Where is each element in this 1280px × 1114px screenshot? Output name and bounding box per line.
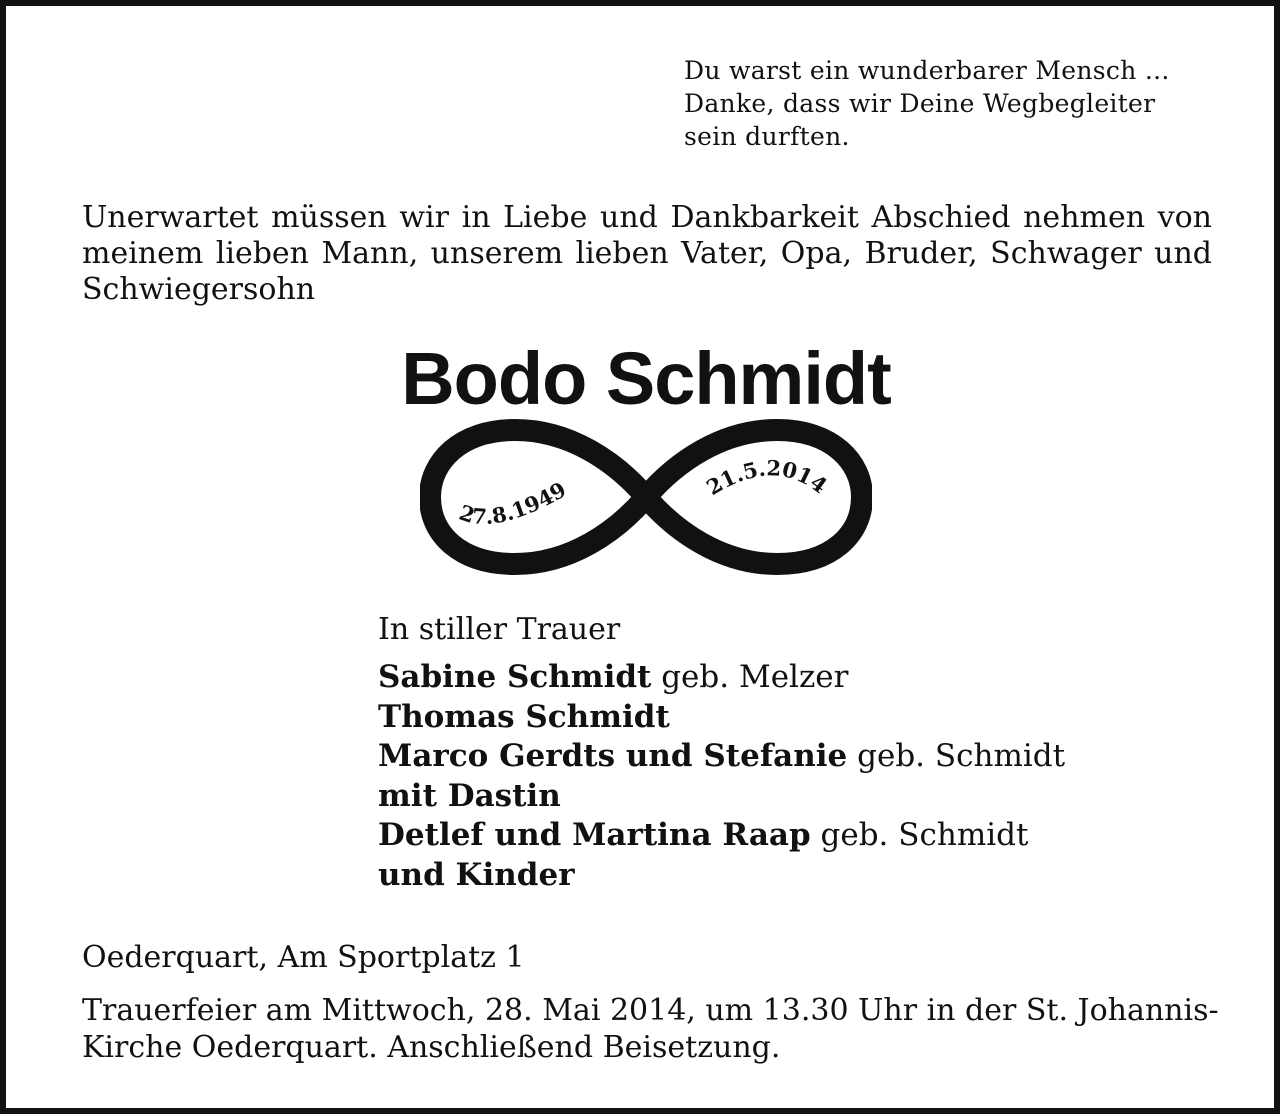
quote-line: Du warst ein wunderbarer Mensch ... bbox=[684, 56, 1170, 85]
funeral-details bbox=[82, 992, 1219, 1066]
mourner-entry bbox=[378, 658, 1178, 698]
mourner-entry bbox=[378, 737, 1178, 777]
funeral-line: Kirche Oederquart. Anschließend Beisetzung. bbox=[82, 1030, 781, 1065]
mourner-note: geb. Schmidt bbox=[847, 738, 1066, 775]
mourner-name: Sabine Schmidt bbox=[378, 659, 652, 695]
intro-paragraph bbox=[82, 200, 1212, 308]
mourner-name: mit Dastin bbox=[378, 777, 561, 814]
quote-line: sein durften. bbox=[684, 122, 850, 151]
memorial-quote bbox=[684, 54, 1244, 153]
deceased-name: Bodo Schmidt bbox=[401, 337, 891, 420]
mourner-name: Detlef und Martina Raap bbox=[378, 817, 811, 854]
svg-text:27.8.1949 bbox=[456, 477, 570, 530]
birth-date: 27.8.1949 bbox=[456, 476, 571, 530]
quote-line: Danke, dass wir Deine Wegbegleiter bbox=[684, 89, 1156, 118]
mourner-entry bbox=[378, 816, 1178, 856]
svg-text:21.5.2014 bbox=[702, 455, 832, 500]
mourners-block bbox=[378, 610, 1178, 896]
mourner-entry bbox=[378, 856, 1178, 896]
death-date: 21.5.2014 bbox=[701, 455, 832, 501]
mourner-entry bbox=[378, 698, 1178, 738]
family-address: Oederquart, Am Sportplatz 1 bbox=[82, 940, 525, 975]
mourner-name: Thomas Schmidt bbox=[378, 698, 670, 735]
mourner-entry bbox=[378, 777, 1178, 817]
mourning-heading: In stiller Trauer bbox=[378, 612, 621, 647]
intro-line: Schwiegersohn bbox=[82, 272, 316, 307]
mourner-name: Marco Gerdts und Stefanie bbox=[378, 738, 848, 775]
funeral-line: Trauerfeier am Mittwoch, 28. Mai 2014, um 13.30 Uhr in der St. Johannis- bbox=[82, 993, 1219, 1028]
intro-line: Unerwartet müssen wir in Liebe und Dankbarkeit Abschied nehmen von bbox=[82, 200, 1212, 235]
intro-line: meinem lieben Mann, unserem lieben Vater, Opa, Bruder, Schwager und bbox=[82, 236, 1212, 271]
mourner-name: und Kinder bbox=[378, 856, 575, 893]
infinity-icon bbox=[420, 418, 872, 576]
mourner-note: geb. Schmidt bbox=[810, 817, 1029, 854]
mourner-note: geb. Melzer bbox=[651, 659, 849, 695]
